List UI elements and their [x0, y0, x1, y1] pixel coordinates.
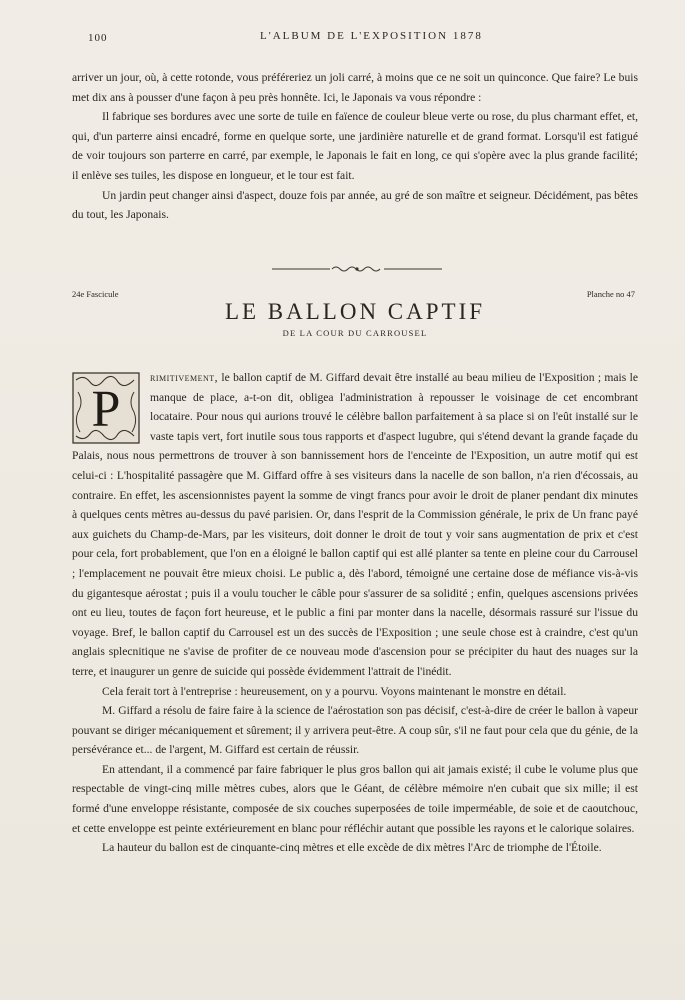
- article-paragraph: M. Giffard a résolu de faire faire à la science de l'aérostation son pas décisif, c'est-à-dire de créer le ballon à vapeur pouvant se diriger mécaniquement et sûrement; il y arrivera peut-être. A coup sûr, s'il ne faut pour cela que du génie, de la persévérance et... de l'argent, M. Giffard est certain de réussir.: [72, 704, 638, 757]
- article-title: LE BALLON CAPTIF: [224, 299, 486, 324]
- dropcap-letter: P: [91, 381, 121, 438]
- intro-paragraph: arriver un jour, où, à cette rotonde, vous préféreriez un joli carré, à moins que ce ne soit un quinconce. Que faire? Le buis met dix ans à pousser d'une façon à peu près honnête. Ici, le Japonais va vous répondre :: [72, 71, 638, 104]
- article-subtitle: DE LA COUR DU CARROUSEL: [282, 328, 428, 338]
- article-paragraph: Cela ferait tort à l'entreprise : heureusement, on y a pourvu. Voyons maintenant le monstre en détail.: [102, 684, 567, 698]
- intro-paragraph: Il fabrique ses bordures avec une sorte de tuile en faïence de couleur bleue verte ou rose, du plus charmant effet, et, qui, d'un parterre ainsi encadré, forme en quelque sorte, une jardinière naturelle et de grand format. Lorsqu'il est fatigué de voir toujours son parterre en carré, par exemple, le Japonais le fait en long, ce qui s'opère avec la plus grande facilité; il enlève ses tuiles, les dispose en longueur, et le tour est fait.: [72, 110, 638, 182]
- running-header: [88, 30, 625, 48]
- article-paragraph: En attendant, il a commencé par faire fabriquer le plus gros ballon qui ait jamais existé; il cube le volume plus que respectable de vingt-cinq mille mètres cubes, alors que le Géant, de célèbre mémoire n'en cubait que six mille; il est formé d'une enveloppe résistante, composée de six couches superposées de toile imperméable, de soie et de caoutchouc, et cette enveloppe est peinte extérieurement en blanc pour réfléchir autant que possible les rayons et le calorique solaires.: [72, 762, 638, 835]
- page-number: 100: [88, 32, 108, 44]
- ornament-divider-icon: [272, 264, 442, 274]
- article-first-paragraph: [72, 368, 638, 682]
- lead-words: rimitivement,: [150, 371, 219, 384]
- intro-paragraph: Un jardin peut changer ainsi d'aspect, douze fois par année, au gré de son maître et seigneur. Décidément, pas bêtes du tout, les Japonais.: [72, 188, 638, 222]
- fascicule-label: 24e Fascicule: [72, 289, 119, 299]
- ornamental-dropcap-icon: [72, 372, 140, 444]
- first-paragraph-text: le ballon captif de M. Giffard devait être installé au beau milieu de l'Exposition ; mais le manque de place, a-t-on dit, obligea l'administration à repousser le voisinage de cet encombrant locataire. Pour nous qui aurions trouvé le célèbre ballon parfaitement à sa place si on l'eût installé sur le vaste tapis vert, fort inutile sous tous rapports et d'aspect lugubre, qui s'étend devant la grande façade du Palais, nous nous permettrons de trouver à son bannissement hors de l'enceinte de l'Exposition, un autre motif qui est celui-ci : L'hospitalité passagère que M. Giffard offre à ses visiteurs dans la nacelle de son ballon, n'a rien d'écossais, au contraire. En effet, les ascensionnistes payent la somme de vingt francs pour avoir le droit de planer pendant dix minutes à quelques cents mètres au-dessus du pavé parisien. Or, dans l'esprit de la Commission générale, le prix de Un franc payé aux guichets du Champ-de-Mars, par les visiteurs, doit donner le droit de tout y voir sans augmentation de prix et c'est pour cela, fort probablement, que l'on en a éloigné le ballon captif qui est allé planter sa tente en pleine cour du Carrousel ; l'emplacement ne pouvait être mieux choisi. Le public a, dès l'abord, témoigné une certaine dose de méfiance vis-à-vis du gigantesque aérostat ; puis il a voulu toucher le câble pour s'assurer de sa solidité ; enfin, quelques ascensions privées ont eu lieu, toutes de façon fort heureuse, et le public a fini par monter dans la nacelle, désormais rassuré sur l'issue du voyage. Bref, le ballon captif du Carrousel est un des succès de l'Exposition ; une seule chose est à craindre, c'est qu'un anglais splecnitique ne s'avise de profiter de ce nouveau mode d'ascension pour se précipiter du haut des nuages sur la terre, et inaugurer un genre de suicide qui possède évidemment l'attrait de l'inédit.: [72, 371, 638, 678]
- running-title: L'ALBUM DE L'EXPOSITION 1878: [260, 30, 483, 42]
- planche-label: Planche no 47: [586, 289, 635, 299]
- intro-text: [72, 68, 638, 225]
- article-body: [72, 368, 638, 858]
- article-paragraph: La hauteur du ballon est de cinquante-cinq mètres et elle excède de dix mètres l'Arc de triomphe de l'Étoile.: [102, 841, 602, 855]
